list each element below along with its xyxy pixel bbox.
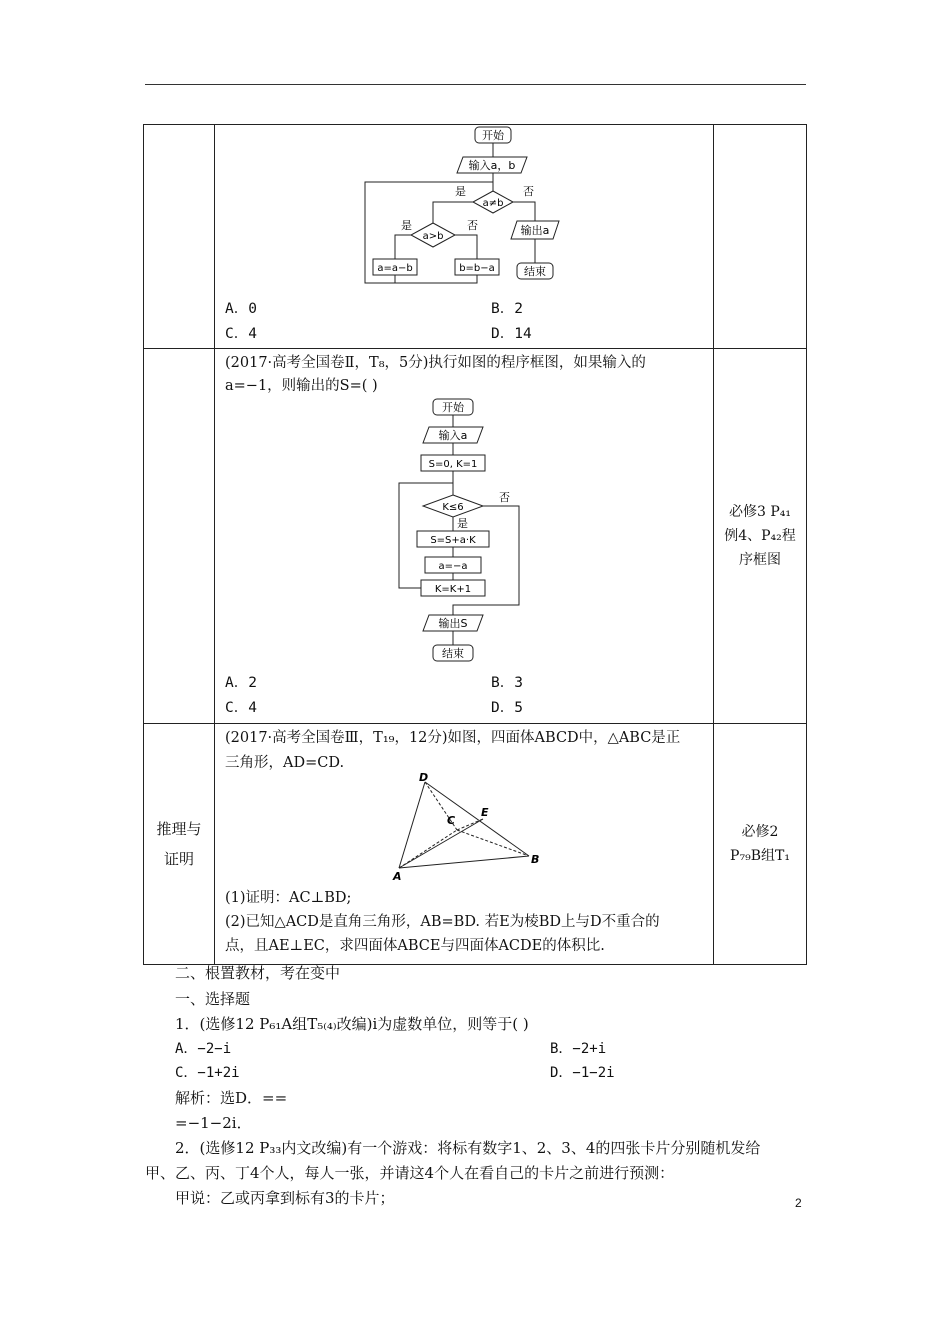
option-c: C．4 xyxy=(225,326,257,342)
source-line1: 必修2 xyxy=(741,824,779,840)
option-a: A．2 xyxy=(225,675,257,691)
fc1-assign-b: b=b−a xyxy=(459,263,495,274)
q3-stem-line2: 三角形，AD=CD. xyxy=(225,755,345,771)
fc1-yes2: 是 xyxy=(401,219,412,232)
fc1-yes1: 是 xyxy=(455,185,466,198)
category-cell-empty xyxy=(144,125,215,349)
q1-option-c: C．−1+2i xyxy=(175,1065,240,1081)
fc2-yes: 是 xyxy=(457,517,468,530)
table-row xyxy=(144,724,807,965)
fc1-assign-a: a=a−b xyxy=(377,263,413,274)
fc1-start: 开始 xyxy=(482,129,504,142)
option-b: B．2 xyxy=(491,301,523,317)
q3-part2-line1: (2)已知△ACD是直角三角形，AB=BD. 若E为棱BD上与D不重合的 xyxy=(225,914,660,930)
q1-option-a: A．−2−i xyxy=(175,1041,232,1057)
q2-stem-line1: 2．(选修12 P₃₃内文改编)有一个游戏：将标有数字1、2、3、4的四张卡片分别随机发给 xyxy=(175,1139,761,1157)
category-line2: 证明 xyxy=(163,850,194,868)
q3-part1: (1)证明：AC⊥BD; xyxy=(225,890,352,906)
category-line1: 推理与 xyxy=(156,820,202,838)
fc2-input: 输入a xyxy=(438,429,468,442)
question-cell-2 xyxy=(215,349,714,724)
option-b: B．3 xyxy=(491,675,523,691)
q2-stem-line2: a=−1，则输出的S=( ) xyxy=(225,378,378,394)
fc2-step2: a=−a xyxy=(438,561,468,572)
q3-part2-line2: 点，且AE⊥EC，求四面体ABCE与四面体ACDE的体积比. xyxy=(225,938,605,954)
q1-solution-line2: =−1−2i． xyxy=(175,1114,252,1132)
label-A: A xyxy=(393,870,402,882)
q2-stem-line2: 甲、乙、丙、丁4个人，每人一张，并请这4个人在看自己的卡片之前进行预测： xyxy=(145,1164,675,1182)
flowchart-1 xyxy=(355,125,595,290)
option-c: C．4 xyxy=(225,700,257,716)
subsection-heading: 一、选择题 xyxy=(175,990,251,1008)
q1-solution-line1: 解析：选D．== xyxy=(175,1089,288,1107)
fc1-no1: 否 xyxy=(523,185,534,198)
option-a: A．0 xyxy=(225,301,257,317)
category-cell-3 xyxy=(144,724,215,965)
fc1-cond1: a≠b xyxy=(482,198,504,209)
option-d: D．14 xyxy=(491,326,532,342)
flowchart-2 xyxy=(395,397,545,667)
q2-stem-line3: 甲说：乙或丙拿到标有3的卡片； xyxy=(175,1189,395,1207)
page-number: 2 xyxy=(795,1196,802,1210)
q1-stem: 1．(选修12 P₆₁A组T₅₍₄₎改编)i为虚数单位，则等于( ) xyxy=(175,1015,529,1033)
fc2-output: 输出S xyxy=(438,617,468,630)
fc2-cond: K≤6 xyxy=(442,502,464,513)
fc1-no2: 否 xyxy=(467,219,478,232)
q1-option-d: D．−1−2i xyxy=(550,1065,615,1081)
label-B: B xyxy=(531,853,540,866)
source-cell-2 xyxy=(714,349,807,724)
label-D: D xyxy=(419,772,429,784)
fc2-no: 否 xyxy=(499,491,510,504)
fc1-end: 结束 xyxy=(524,265,546,278)
category-cell-empty xyxy=(144,349,215,724)
label-E: E xyxy=(481,806,489,819)
question-cell-1 xyxy=(215,125,714,349)
tetrahedron-figure xyxy=(385,772,555,882)
q1-option-b: B．−2+i xyxy=(550,1041,607,1057)
section-heading: 二、根置教材，考在变中 xyxy=(175,964,341,982)
fc2-end: 结束 xyxy=(442,647,464,660)
exam-table xyxy=(143,124,807,965)
table-row xyxy=(144,125,807,349)
label-C: C xyxy=(447,814,456,827)
source-line3: 序框图 xyxy=(739,552,781,568)
source-line1: 必修3 P₄₁ xyxy=(728,504,791,520)
question-cell-3 xyxy=(215,724,714,965)
fc2-step3: K=K+1 xyxy=(434,584,472,595)
fc1-cond2: a>b xyxy=(422,231,444,242)
q3-stem-line1: (2017·高考全国卷Ⅲ，T₁₉，12分)如图，四面体ABCD中，△ABC是正 xyxy=(225,730,681,746)
table-row xyxy=(144,349,807,724)
source-cell-empty xyxy=(714,125,807,349)
source-line2: 例4、P₄₂程 xyxy=(724,528,796,544)
source-cell-3 xyxy=(714,724,807,965)
option-d: D．5 xyxy=(491,700,523,716)
q2-stem-line1: (2017·高考全国卷Ⅱ，T₈，5分)执行如图的程序框图，如果输入的 xyxy=(225,355,646,371)
source-line2: P₇₉B组T₁ xyxy=(730,848,790,864)
fc1-output: 输出a xyxy=(520,224,550,237)
fc2-step1: S=S+a·K xyxy=(430,535,476,546)
header-rule xyxy=(145,84,806,85)
fc1-input: 输入a，b xyxy=(468,159,516,172)
fc2-init: S=0, K=1 xyxy=(428,459,478,470)
fc2-start: 开始 xyxy=(442,401,464,414)
